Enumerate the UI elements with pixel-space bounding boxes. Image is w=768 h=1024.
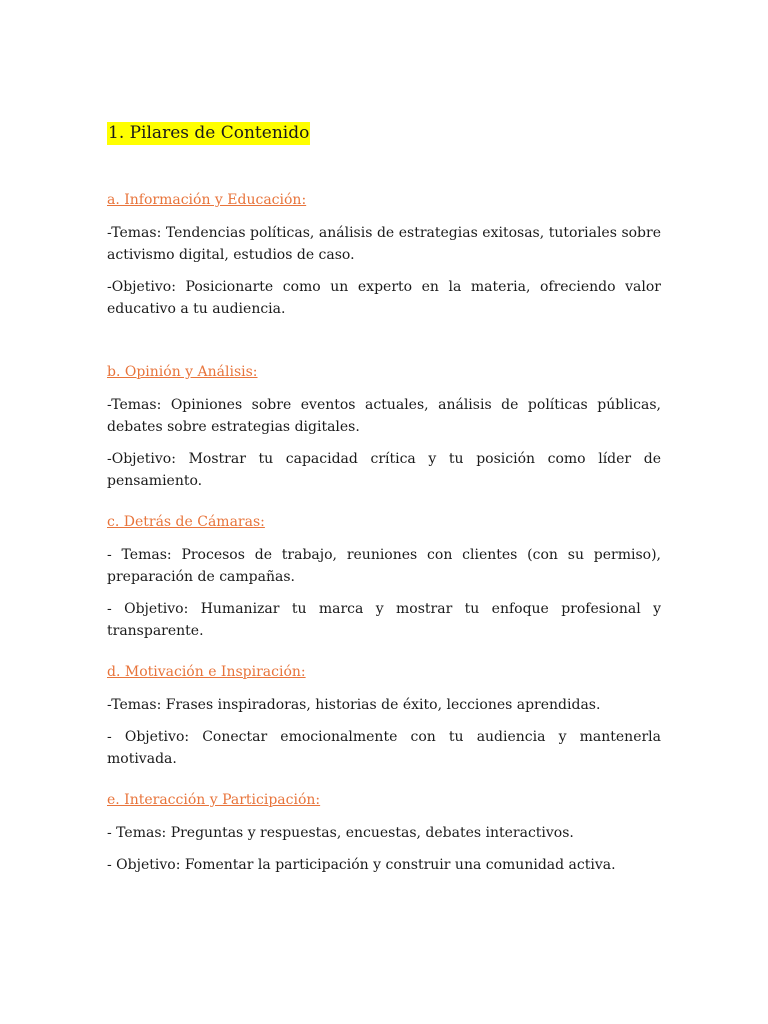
section-objetivo: - Objetivo: Fomentar la participación y construir una comunidad activa. xyxy=(107,857,616,873)
section-objetivo: - Objetivo: Conectar emocionalmente con tu audiencia y mantenerla motivada. xyxy=(107,729,661,767)
section-heading: c. Detrás de Cámaras: xyxy=(107,514,265,530)
section-heading: a. Información y Educación: xyxy=(107,192,307,208)
section-detras-camaras xyxy=(107,513,661,642)
section-objetivo: -Objetivo: Posicionarte como un experto en la materia, ofreciendo valor educativo a tu audiencia. xyxy=(107,279,661,317)
section-opinion-analisis xyxy=(107,363,661,492)
section-temas: -Temas: Opiniones sobre eventos actuales, análisis de políticas públicas, debates sobre estrategias digitales. xyxy=(107,397,661,435)
section-temas: - Temas: Procesos de trabajo, reuniones con clientes (con su permiso), preparación de campañas. xyxy=(107,547,661,585)
section-informacion-educacion xyxy=(107,191,661,320)
section-temas: -Temas: Tendencias políticas, análisis de estrategias exitosas, tutoriales sobre activismo digital, estudios de caso. xyxy=(107,225,661,263)
section-objetivo: - Objetivo: Humanizar tu marca y mostrar tu enfoque profesional y transparente. xyxy=(107,601,661,639)
section-objetivo: -Objetivo: Mostrar tu capacidad crítica y tu posición como líder de pensamiento. xyxy=(107,451,661,489)
section-heading: b. Opinión y Análisis: xyxy=(107,364,258,380)
section-temas: - Temas: Preguntas y respuestas, encuestas, debates interactivos. xyxy=(107,825,574,841)
document-title: 1. Pilares de Contenido xyxy=(108,123,310,143)
section-heading: e. Interacción y Participación: xyxy=(107,792,321,808)
section-heading: d. Motivación e Inspiración: xyxy=(107,664,306,680)
section-temas: -Temas: Frases inspiradoras, historias de éxito, lecciones aprendidas. xyxy=(107,697,601,713)
section-motivacion-inspiracion xyxy=(107,663,661,770)
section-interaccion-participacion xyxy=(107,791,661,876)
